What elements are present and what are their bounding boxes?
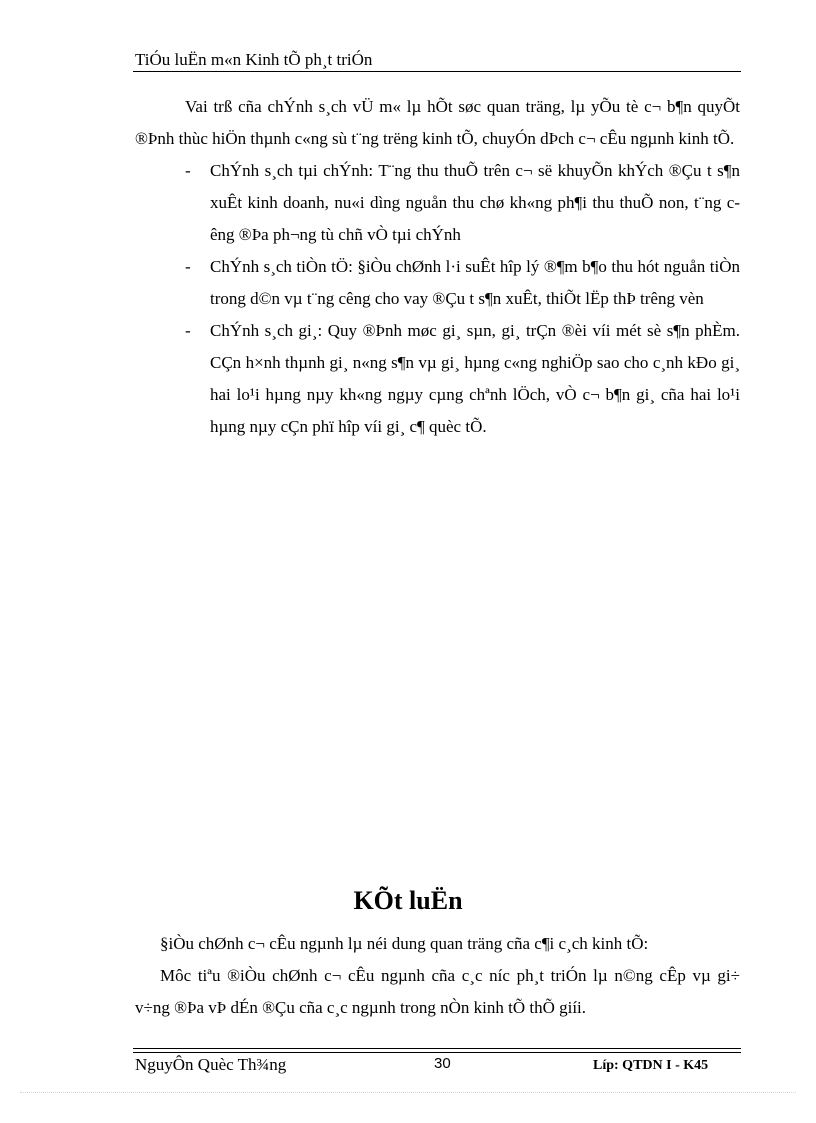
list-item-text: ChÝnh s¸ch tµi chÝnh: T¨ng thu thuÕ trên c¬ së khuyÕn khÝch ®Çu t s¶n xuÊt kinh doanh, nu«i dìng nguån thu chø kh«ng ph¶i thu thuÕ non, t¨ng cêng ®Þa ph¬ng tù chñ vÒ tµi chÝnh <box>210 161 740 244</box>
list-item-text: ChÝnh s¸ch gi¸: Quy ®Þnh møc gi¸ sµn, gi¸ trÇn ®èi víi mét sè s¶n phÈm. CÇn h×nh thµnh gi¸ n«ng s¶n vµ gi¸ hµng c«ng nghiÖp sao cho c¸nh kÐo gi¸ hai lo¹i hµng nµy kh«ng ngµy cµng chªnh lÖch, vÒ c¬ b¶n gi¸ cña hai lo¹i hµng nµy cÇn phï hîp víi gi¸ c¶ quèc tÕ. <box>210 321 740 436</box>
page-header-title: TiÓu luËn m«n Kinh tÕ ph¸t triÓn <box>135 50 373 69</box>
footer-class-label: Líp: QTDN I - K45 <box>593 1058 709 1073</box>
page-bottom-divider <box>20 1092 796 1093</box>
list-item <box>135 315 740 443</box>
policy-list <box>135 155 740 443</box>
list-item <box>135 251 740 315</box>
header-rule <box>133 71 741 72</box>
footer-rule <box>133 1048 741 1049</box>
footer-author: NguyÔn Quèc Th¾ng <box>135 1055 287 1074</box>
main-text-block <box>135 91 740 443</box>
bullet-dash: - <box>185 321 191 340</box>
list-item <box>135 155 740 251</box>
page-number: 30 <box>434 1055 451 1072</box>
intro-paragraph: Vai trß cña chÝnh s¸ch vÜ m« lµ hÕt søc quan träng, lµ yÕu tè c¬ b¶n quyÕt ®Þnh thùc hiÖn thµnh c«ng sù t¨ng trëng kinh tÕ, chuyÓn dÞch c¬ cÊu ngµnh kinh tÕ. <box>135 97 740 148</box>
footer-rule <box>133 1052 741 1053</box>
list-item-text: ChÝnh s¸ch tiÒn tÖ: §iÒu chØnh l·i suÊt hîp lý ®¶m b¶o thu hót nguån tiÒn trong d©n vµ t¨ng cêng cho vay ®Çu t s¶n xuÊt, thiÕt lËp thÞ trêng vèn <box>210 257 740 308</box>
conclusion-paragraph-2: Môc tiªu ®iÒu chØnh c¬ cÊu ngµnh cña c¸c níc ph¸t triÓn lµ n©ng cÊp vµ gi÷ v÷ng ®Þa vÞ dÉn ®Çu cña c¸c ngµnh trong nÒn kinh tÕ thÕ giíi. <box>135 966 740 1017</box>
bullet-dash: - <box>185 161 191 180</box>
section-title: KÕt luËn <box>353 886 463 915</box>
conclusion-text-block <box>135 928 740 1024</box>
conclusion-paragraph-1: §iÒu chØnh c¬ cÊu ngµnh lµ néi dung quan träng cña c¶i c¸ch kinh tÕ: <box>160 934 649 953</box>
bullet-dash: - <box>185 257 191 276</box>
